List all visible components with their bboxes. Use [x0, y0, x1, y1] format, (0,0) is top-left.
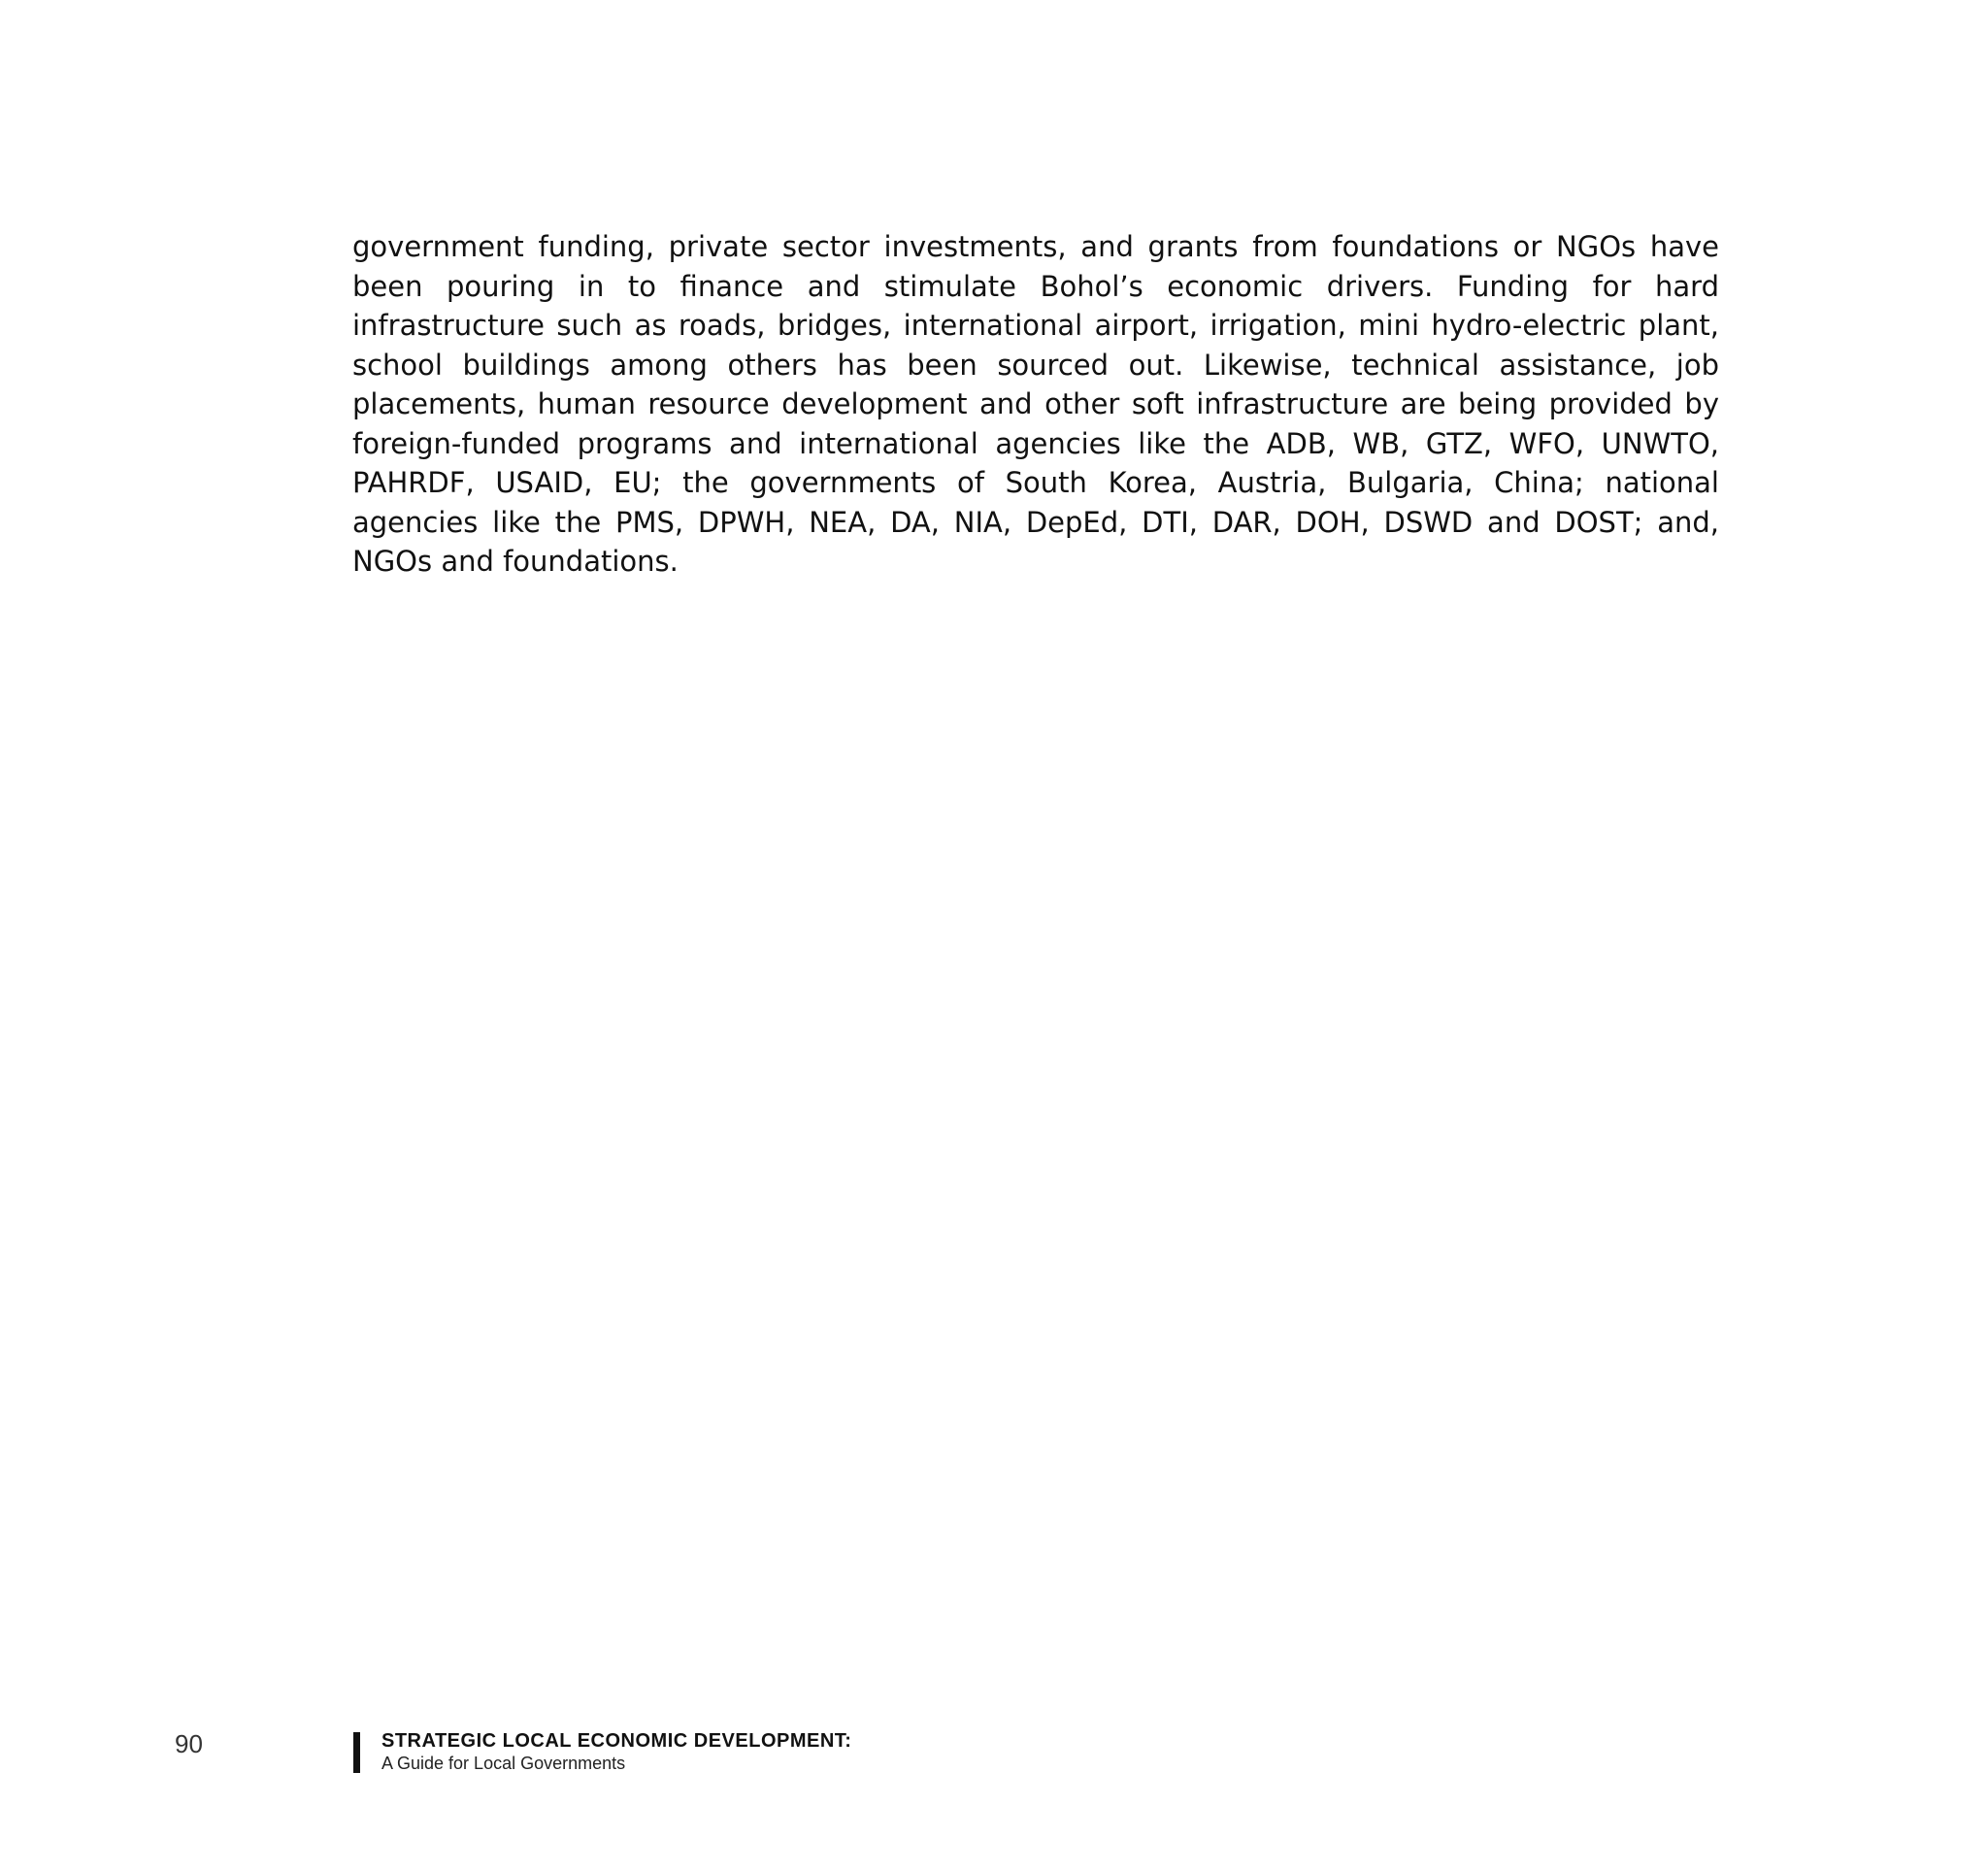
footer-divider-bar: [353, 1732, 360, 1773]
page-number: 90: [175, 1729, 203, 1758]
body-paragraph: government funding, private sector investments, and grants from foundations or NGOs have been pouring in to finance and stimulate Bohol’s economic drivers. Funding for hard infrastructure such as roads, bridges, international airport, irrigation, mini hydro-electric plant, school buildings among others has been sourced out. Likewise, technical assistance, job placements, human resource development and other soft infrastructure are being provided by foreign-funded programs and international agencies like the ADB, WB, GTZ, WFO, UNWTO, PAHRDF, USAID, EU; the governments of South Korea, Austria, Bulgaria, China; national agencies like the PMS, DPWH, NEA, DA, NIA, DepEd, DTI, DAR, DOH, DSWD and DOST; and, NGOs and foundations.: [352, 230, 1719, 578]
footer-publication-title: STRATEGIC LOCAL ECONOMIC DEVELOPMENT:: [381, 1730, 852, 1752]
footer-publication-subtitle: A Guide for Local Governments: [381, 1754, 626, 1773]
